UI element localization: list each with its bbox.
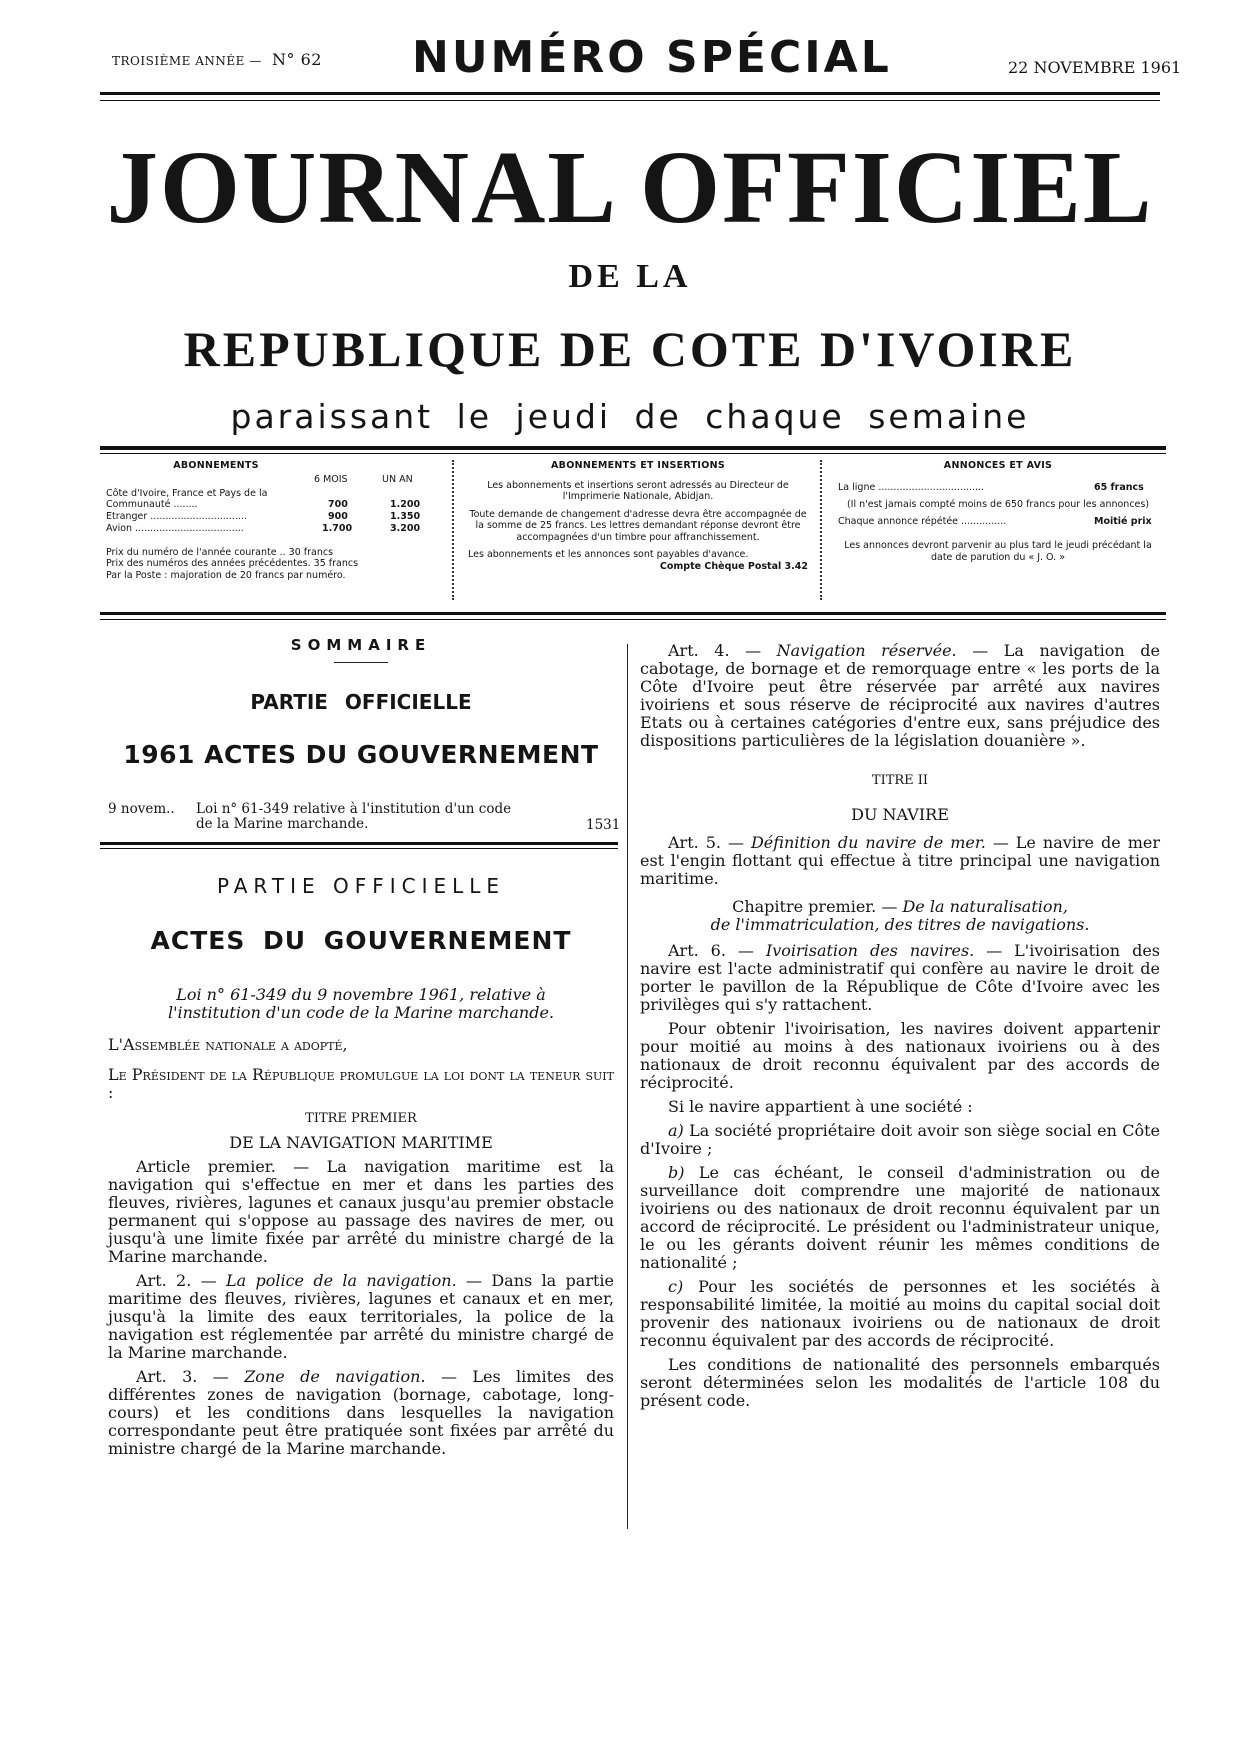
price-note: Prix du numéro de l'année courante .. 30 francs	[106, 546, 334, 558]
masthead-rule-thin	[100, 453, 1166, 454]
postal-account: Compte Chèque Postal 3.42	[659, 560, 808, 572]
header-rule	[100, 92, 1160, 95]
special-issue-title: NUMÉRO SPÉCIAL	[412, 32, 892, 83]
short-rule	[334, 662, 388, 663]
rate-row: Etranger ................................ 900 1.350	[106, 510, 421, 522]
article-2: Art. 2. — La police de la navigation. — Dans la partie maritime des fleuves, rivières, lagunes et canaux et en mer, jusqu'à la limite des eaux territoriales, la police de la navigation est réglementée par arrêté du ministre chargé de la Marine marchande.	[108, 1271, 614, 1362]
item-c: c) Pour les sociétés de personnes et les sociétés à responsabilité limitée, la moitié au moins du capital social doit provenir des nationaux ivoiriens ou de nationaux de droit reconnu équivalent par des accords de réciprocité.	[640, 1277, 1160, 1350]
entry-text[interactable]: Loi n° 61-349 relative à l'institution d'un code de la Marine marchande.	[196, 801, 512, 832]
insertions-panel	[468, 460, 808, 572]
titre-2-name: DU NAVIRE	[851, 805, 949, 824]
paragraph-si: Si le navire appartient à une société :	[668, 1097, 973, 1116]
insertions-payment: Les abonnements et les annonces sont payables d'avance.	[468, 549, 749, 560]
sommaire-actes: 1961 ACTES DU GOUVERNEMENT	[123, 740, 599, 769]
publication-frequency: paraissant le jeudi de chaque semaine	[230, 397, 1030, 436]
insertions-change: Toute demande de changement d'adresse devra être accompagnée de la somme de 25 francs. Les lettres demandant réponse devront être accompagnées d'un timbre pour affranchissement.	[469, 508, 807, 543]
article-1: Article premier. — La navigation maritime est la navigation qui s'effectue en mer et dans les parties des fleuves, rivières, lagunes et canaux jusqu'au premier obstacle permanent qui s'oppose au passage des navires de mer, ou jusqu'à une limite fixée par arrêté du ministre chargé de la Marine marchande.	[108, 1157, 614, 1266]
chapitre-1: Chapitre premier. — De la naturalisation, de l'immatriculation, des titres de navigations.	[710, 897, 1090, 934]
article-5: Art. 5. — Définition du navire de mer. — Le navire de mer est l'engin flottant qui effectue à titre principal une navigation maritime.	[640, 833, 1160, 888]
line-price: 65 francs	[1094, 481, 1144, 493]
titre-premier-name: DE LA NAVIGATION MARITIME	[229, 1133, 493, 1152]
issue-number: N° 62	[272, 50, 322, 69]
loi-title: Loi n° 61-349 du 9 novembre 1961, relative à l'institution d'un code de la Marine marchande.	[167, 985, 555, 1022]
item-a: a) La société propriétaire doit avoir son siège social en Côte d'Ivoire ;	[640, 1121, 1160, 1158]
assemblee-line: L'Assemblée nationale a adopté,	[108, 1035, 348, 1054]
article-3: Art. 3. — Zone de navigation. — Les limites des différentes zones de navigation (bornage, cabotage, long-cours) et les conditions dans lesquelles la navigation correspondante peut être pratiquée sont fixées par arrêté du ministre chargé de la Marine marchande.	[108, 1367, 615, 1458]
header-rule-thin	[100, 100, 1160, 101]
de-la-label: DE LA	[568, 258, 692, 295]
issue-date: 22 NOVEMBRE 1961	[1008, 58, 1182, 77]
left-column-body	[108, 986, 614, 1464]
subscriptions-panel	[106, 460, 438, 581]
subscriptions-heading: ABONNEMENTS	[173, 460, 259, 471]
minimum-note: (Il n'est jamais compté moins de 650 francs pour les annonces)	[846, 498, 1150, 510]
repeat-price: Moitié prix	[1094, 516, 1152, 527]
price-note: Par la Poste : majoration de 20 francs par numéro.	[106, 569, 346, 581]
announcements-heading: ANNONCES ET AVIS	[943, 460, 1053, 471]
titre-premier: TITRE PREMIER	[305, 1111, 417, 1126]
paragraph-obtenir: Pour obtenir l'ivoirisation, les navires doivent appartenir pour moitié au moins à des nationaux ivoiriens ou à des nationaux de droit reconnu équivalent par des accords de réciprocité.	[640, 1019, 1160, 1092]
sommaire-rule-thin	[100, 848, 618, 849]
masthead-rule	[100, 446, 1166, 450]
article-6: Art. 6. — Ivoirisation des navires. — L'ivoirisation des navire est l'acte administratif qui confère au navire le droit de porter le pavillon de la République de Côte d'Ivoire avec les privilèges qui s'y rattachent.	[640, 941, 1160, 1014]
annee-text: TROISIÈME ANNÉE —	[112, 54, 262, 68]
paragraph-conditions: Les conditions de nationalité des personnels embarqués seront déterminées selon les modalités de l'article 108 du présent code.	[640, 1355, 1160, 1410]
insertions-heading: ABONNEMENTS ET INSERTIONS	[551, 460, 725, 471]
price-note: Prix des numéros des années précédentes. 35 francs	[106, 558, 359, 569]
president-line: Le Président de la République promulgue la loi dont la teneur suit :	[108, 1065, 614, 1102]
sommaire-partie: PARTIE OFFICIELLE	[250, 690, 472, 714]
box-rule-thin	[100, 619, 1166, 620]
rate-row: Avion .................................... 1.700 3.200	[106, 522, 421, 534]
right-column-body	[640, 642, 1160, 1416]
article-4: Art. 4. — Navigation réservée. — La navigation de cabotage, de bornage et de remorquage entre « les ports de la Côte d'Ivoire peut être réservée par arrêté aux navires ivoiriens et sous réserve de réciprocité aux navires d'autres Etats ou à certaines catégories d'entre eux, sans préjudice des dispositions particulières de la législation douanière ».	[640, 641, 1160, 750]
item-b: b) Le cas échéant, le conseil d'administration ou de surveillance doit comprendre une majorité de nationaux ivoiriens ou des nationaux de droit reconnu équivalent par un accord de réciprocité. Le président ou l'administrateur unique, le ou les gérants doivent réunir les mêmes conditions de nationalité ;	[640, 1163, 1160, 1272]
year-label	[112, 50, 322, 69]
sommaire-rule	[100, 842, 618, 845]
actes-heading: ACTES DU GOUVERNEMENT	[150, 926, 572, 955]
journal-title: JOURNAL OFFICIEL	[106, 130, 1154, 245]
col-six-months: 6 MOIS	[314, 473, 348, 485]
column-divider	[627, 644, 628, 1529]
rate-row: Côte d'Ivoire, France et Pays de la Communauté ........ 700 1.200	[106, 487, 421, 510]
titre-2: TITRE II	[871, 773, 929, 788]
insertions-address: Les abonnements et insertions seront adressés au Directeur de l'Imprimerie Nationale, Abidjan.	[487, 479, 789, 502]
announcements-panel: ANNONCES ET AVIS La ligne ................................... 65 francs (Il n'est jamais compté moins de 650 francs pour les annonces) Chaque annonce répétée ............... Moitié prix Les annonces devront parvenir au plus tard le jeudi précédant la date de parution du « J. O. »	[838, 460, 1158, 563]
entry-date: 9 novem..	[108, 801, 175, 817]
col-one-year: UN AN	[382, 473, 413, 485]
box-divider	[820, 460, 822, 600]
box-rule	[100, 612, 1166, 615]
entry-page: 1531	[586, 817, 621, 833]
box-divider	[452, 460, 454, 600]
deadline-note: Les annonces devront parvenir au plus tard le jeudi précédant la date de parution du « J. O. »	[844, 540, 1152, 563]
sommaire-heading: SOMMAIRE	[290, 636, 432, 654]
republic-title: REPUBLIQUE DE COTE D'IVOIRE	[183, 321, 1077, 377]
partie-officielle-heading: PARTIE OFFICIELLE	[216, 874, 506, 898]
